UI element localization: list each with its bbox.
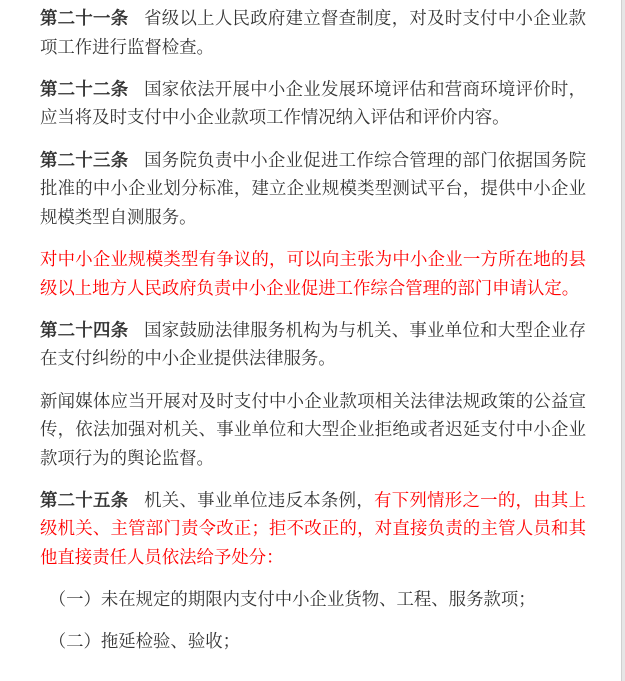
article-text: 国家鼓励法律服务机构为与机关、事业单位和大型企业存在支付纠纷的中小企业提供法律服务。	[40, 320, 586, 370]
article-21	[40, 5, 586, 62]
article-text: 省级以上人民政府建立督查制度，对及时支付中小企业款项工作进行监督检查。	[40, 9, 586, 58]
article-25	[40, 487, 586, 573]
article-24	[40, 317, 586, 374]
article-22	[40, 76, 586, 133]
article-23	[40, 147, 586, 233]
article-number: 第二十三条	[40, 150, 129, 171]
list-item: （一）未在规定的期限内支付中小企业货物、工程、服务款项；	[48, 590, 536, 611]
article-text: 机关、事业单位违反本条例，	[144, 490, 375, 511]
article-text: 国家依法开展中小企业发展环境评估和营商环境评价时，应当将及时支付中小企业款项工作情况纳入评估和评价内容。	[40, 79, 586, 129]
scrollbar[interactable]	[621, 0, 625, 681]
article-number: 第二十一条	[40, 9, 129, 29]
article-23-highlight: 对中小企业规模类型有争议的，可以向主张为中小企业一方所在地的县级以上地方人民政府负责中小企业促进工作综合管理的部门申请认定。	[40, 249, 586, 299]
regulation-text	[40, 5, 586, 671]
article-text: 国务院负责中小企业促进工作综合管理的部门依据国务院批准的中小企业划分标准，建立企业规模类型测试平台，提供中小企业规模类型自测服务。	[40, 150, 586, 228]
list-item: （二）拖延检验、验收；	[48, 632, 240, 653]
article-number: 第二十四条	[40, 320, 129, 341]
article-24-paragraph-2: 新闻媒体应当开展对及时支付中小企业款项相关法律法规政策的公益宣传，依法加强对机关、事业单位和大型企业拒绝或者迟延支付中小企业款项行为的舆论监督。	[40, 391, 586, 469]
article-number: 第二十二条	[40, 79, 129, 100]
article-highlight: 有下列情形之一的，由其上级机关、主管部门责令改正；拒不改正的，对直接负责的主管人员和其他直接责任人员依法给予处分：	[40, 490, 586, 569]
article-number: 第二十五条	[40, 490, 129, 511]
